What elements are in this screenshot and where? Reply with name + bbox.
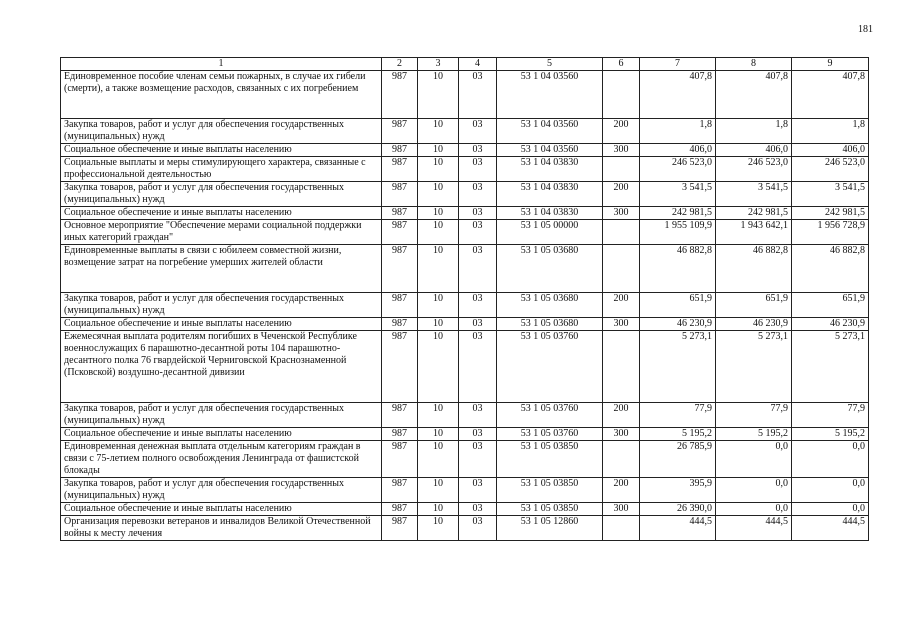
cell-amount: 0,0 bbox=[792, 478, 869, 503]
column-header: 3 bbox=[418, 58, 459, 71]
row-name: Закупка товаров, работ и услуг для обеспечения государственных (муниципальных) нужд bbox=[61, 478, 382, 503]
table-row bbox=[61, 441, 869, 478]
cell-section: 10 bbox=[418, 428, 459, 441]
table-row bbox=[61, 157, 869, 182]
table-row bbox=[61, 245, 869, 293]
cell-amount: 46 882,8 bbox=[792, 245, 869, 293]
cell-subsection: 03 bbox=[459, 516, 497, 541]
cell-target: 53 1 05 12860 bbox=[497, 516, 603, 541]
cell-subsection: 03 bbox=[459, 245, 497, 293]
cell-amount: 0,0 bbox=[716, 478, 792, 503]
cell-code: 987 bbox=[382, 245, 418, 293]
cell-code: 987 bbox=[382, 71, 418, 119]
cell-target: 53 1 04 03830 bbox=[497, 207, 603, 220]
row-name: Единовременная денежная выплата отдельным категориям граждан в связи с 75-летием полного освобождения Ленинграда от фашистской блокады bbox=[61, 441, 382, 478]
cell-amount: 1,8 bbox=[716, 119, 792, 144]
cell-subsection: 03 bbox=[459, 119, 497, 144]
cell-expense-type: 300 bbox=[603, 144, 640, 157]
cell-target: 53 1 04 03830 bbox=[497, 157, 603, 182]
cell-subsection: 03 bbox=[459, 441, 497, 478]
cell-subsection: 03 bbox=[459, 428, 497, 441]
column-header: 7 bbox=[640, 58, 716, 71]
cell-code: 987 bbox=[382, 503, 418, 516]
row-name: Единовременные выплаты в связи с юбилеем совместной жизни, возмещение затрат на погребение умерших жителей области bbox=[61, 245, 382, 293]
cell-target: 53 1 05 03680 bbox=[497, 293, 603, 318]
column-header: 4 bbox=[459, 58, 497, 71]
cell-amount: 1 955 109,9 bbox=[640, 220, 716, 245]
cell-target: 53 1 05 03850 bbox=[497, 503, 603, 516]
cell-subsection: 03 bbox=[459, 144, 497, 157]
cell-code: 987 bbox=[382, 318, 418, 331]
cell-amount: 3 541,5 bbox=[716, 182, 792, 207]
cell-amount: 407,8 bbox=[716, 71, 792, 119]
cell-section: 10 bbox=[418, 71, 459, 119]
cell-amount: 46 230,9 bbox=[792, 318, 869, 331]
cell-subsection: 03 bbox=[459, 71, 497, 119]
cell-amount: 3 541,5 bbox=[640, 182, 716, 207]
cell-expense-type: 200 bbox=[603, 293, 640, 318]
cell-section: 10 bbox=[418, 182, 459, 207]
row-name: Закупка товаров, работ и услуг для обеспечения государственных (муниципальных) нужд bbox=[61, 119, 382, 144]
cell-target: 53 1 04 03560 bbox=[497, 144, 603, 157]
cell-amount: 406,0 bbox=[640, 144, 716, 157]
row-name: Социальное обеспечение и иные выплаты населению bbox=[61, 144, 382, 157]
cell-expense-type bbox=[603, 157, 640, 182]
table-row bbox=[61, 144, 869, 157]
cell-target: 53 1 05 03850 bbox=[497, 478, 603, 503]
cell-code: 987 bbox=[382, 144, 418, 157]
cell-amount: 0,0 bbox=[792, 503, 869, 516]
cell-subsection: 03 bbox=[459, 157, 497, 182]
cell-amount: 444,5 bbox=[716, 516, 792, 541]
row-name: Социальное обеспечение и иные выплаты населению bbox=[61, 207, 382, 220]
column-header: 1 bbox=[61, 58, 382, 71]
cell-amount: 46 230,9 bbox=[716, 318, 792, 331]
cell-amount: 77,9 bbox=[792, 403, 869, 428]
row-name: Социальное обеспечение и иные выплаты населению bbox=[61, 503, 382, 516]
cell-target: 53 1 05 03680 bbox=[497, 245, 603, 293]
cell-target: 53 1 05 03760 bbox=[497, 403, 603, 428]
cell-amount: 26 785,9 bbox=[640, 441, 716, 478]
row-name: Ежемесячная выплата родителям погибших в Чеченской Республике военнослужащих 6 парашютно-десантной роты 104 парашютно-десантного полка 76 гвардейской Черниговской Краснознаменной (Псковской) воздушно-десантной дивизии bbox=[61, 331, 382, 403]
cell-section: 10 bbox=[418, 503, 459, 516]
table-row bbox=[61, 207, 869, 220]
cell-subsection: 03 bbox=[459, 207, 497, 220]
cell-section: 10 bbox=[418, 119, 459, 144]
cell-amount: 651,9 bbox=[640, 293, 716, 318]
table-row bbox=[61, 220, 869, 245]
cell-subsection: 03 bbox=[459, 318, 497, 331]
cell-target: 53 1 05 03760 bbox=[497, 331, 603, 403]
cell-section: 10 bbox=[418, 441, 459, 478]
table-row bbox=[61, 403, 869, 428]
cell-code: 987 bbox=[382, 220, 418, 245]
cell-amount: 1 943 642,1 bbox=[716, 220, 792, 245]
cell-expense-type: 200 bbox=[603, 182, 640, 207]
cell-amount: 407,8 bbox=[792, 71, 869, 119]
cell-expense-type: 200 bbox=[603, 119, 640, 144]
cell-target: 53 1 05 03680 bbox=[497, 318, 603, 331]
cell-amount: 5 273,1 bbox=[792, 331, 869, 403]
table-row bbox=[61, 318, 869, 331]
cell-subsection: 03 bbox=[459, 478, 497, 503]
row-name: Организация перевозки ветеранов и инвалидов Великой Отечественной войны к месту лечения bbox=[61, 516, 382, 541]
cell-target: 53 1 05 03850 bbox=[497, 441, 603, 478]
cell-expense-type bbox=[603, 441, 640, 478]
cell-amount: 0,0 bbox=[716, 441, 792, 478]
cell-expense-type: 300 bbox=[603, 207, 640, 220]
column-header: 5 bbox=[497, 58, 603, 71]
cell-expense-type bbox=[603, 220, 640, 245]
cell-code: 987 bbox=[382, 182, 418, 207]
row-name: Социальное обеспечение и иные выплаты населению bbox=[61, 318, 382, 331]
table-row bbox=[61, 331, 869, 403]
cell-code: 987 bbox=[382, 207, 418, 220]
cell-amount: 242 981,5 bbox=[792, 207, 869, 220]
column-header: 2 bbox=[382, 58, 418, 71]
page-number: 181 bbox=[858, 24, 873, 35]
cell-expense-type: 300 bbox=[603, 318, 640, 331]
cell-amount: 242 981,5 bbox=[640, 207, 716, 220]
cell-target: 53 1 04 03830 bbox=[497, 182, 603, 207]
cell-amount: 246 523,0 bbox=[640, 157, 716, 182]
table-row bbox=[61, 503, 869, 516]
cell-amount: 1 956 728,9 bbox=[792, 220, 869, 245]
row-name: Социальное обеспечение и иные выплаты населению bbox=[61, 428, 382, 441]
cell-section: 10 bbox=[418, 516, 459, 541]
cell-amount: 395,9 bbox=[640, 478, 716, 503]
cell-amount: 77,9 bbox=[640, 403, 716, 428]
column-header: 6 bbox=[603, 58, 640, 71]
cell-target: 53 1 05 00000 bbox=[497, 220, 603, 245]
cell-amount: 0,0 bbox=[716, 503, 792, 516]
table-row bbox=[61, 293, 869, 318]
cell-section: 10 bbox=[418, 403, 459, 428]
cell-section: 10 bbox=[418, 293, 459, 318]
cell-target: 53 1 05 03760 bbox=[497, 428, 603, 441]
cell-amount: 1,8 bbox=[640, 119, 716, 144]
cell-amount: 46 230,9 bbox=[640, 318, 716, 331]
cell-amount: 444,5 bbox=[640, 516, 716, 541]
table-row bbox=[61, 119, 869, 144]
cell-expense-type bbox=[603, 516, 640, 541]
row-name: Основное мероприятие "Обеспечение мерами социальной поддержки иных категорий граждан" bbox=[61, 220, 382, 245]
cell-expense-type: 300 bbox=[603, 428, 640, 441]
cell-subsection: 03 bbox=[459, 331, 497, 403]
cell-code: 987 bbox=[382, 516, 418, 541]
cell-subsection: 03 bbox=[459, 293, 497, 318]
cell-subsection: 03 bbox=[459, 220, 497, 245]
budget-table bbox=[60, 57, 869, 541]
row-name: Закупка товаров, работ и услуг для обеспечения государственных (муниципальных) нужд bbox=[61, 403, 382, 428]
cell-expense-type: 200 bbox=[603, 478, 640, 503]
cell-amount: 406,0 bbox=[716, 144, 792, 157]
cell-subsection: 03 bbox=[459, 403, 497, 428]
table-row bbox=[61, 71, 869, 119]
table-row bbox=[61, 478, 869, 503]
cell-amount: 5 273,1 bbox=[640, 331, 716, 403]
cell-section: 10 bbox=[418, 245, 459, 293]
cell-section: 10 bbox=[418, 331, 459, 403]
cell-amount: 5 195,2 bbox=[640, 428, 716, 441]
cell-amount: 1,8 bbox=[792, 119, 869, 144]
cell-code: 987 bbox=[382, 119, 418, 144]
cell-amount: 26 390,0 bbox=[640, 503, 716, 516]
cell-amount: 246 523,0 bbox=[792, 157, 869, 182]
row-name: Закупка товаров, работ и услуг для обеспечения государственных (муниципальных) нужд bbox=[61, 182, 382, 207]
cell-section: 10 bbox=[418, 157, 459, 182]
cell-target: 53 1 04 03560 bbox=[497, 119, 603, 144]
cell-code: 987 bbox=[382, 331, 418, 403]
cell-amount: 651,9 bbox=[716, 293, 792, 318]
cell-section: 10 bbox=[418, 318, 459, 331]
cell-expense-type bbox=[603, 245, 640, 293]
cell-section: 10 bbox=[418, 220, 459, 245]
column-header: 9 bbox=[792, 58, 869, 71]
cell-code: 987 bbox=[382, 441, 418, 478]
cell-target: 53 1 04 03560 bbox=[497, 71, 603, 119]
cell-expense-type: 300 bbox=[603, 503, 640, 516]
cell-amount: 77,9 bbox=[716, 403, 792, 428]
table-row bbox=[61, 182, 869, 207]
cell-expense-type: 200 bbox=[603, 403, 640, 428]
cell-amount: 444,5 bbox=[792, 516, 869, 541]
cell-amount: 406,0 bbox=[792, 144, 869, 157]
column-header: 8 bbox=[716, 58, 792, 71]
row-name: Социальные выплаты и меры стимулирующего характера, связанные с профессиональной деятельностью bbox=[61, 157, 382, 182]
cell-amount: 46 882,8 bbox=[716, 245, 792, 293]
cell-amount: 242 981,5 bbox=[716, 207, 792, 220]
cell-section: 10 bbox=[418, 478, 459, 503]
cell-code: 987 bbox=[382, 403, 418, 428]
cell-section: 10 bbox=[418, 144, 459, 157]
cell-amount: 5 195,2 bbox=[792, 428, 869, 441]
table-row bbox=[61, 428, 869, 441]
cell-amount: 5 273,1 bbox=[716, 331, 792, 403]
cell-code: 987 bbox=[382, 157, 418, 182]
cell-expense-type bbox=[603, 331, 640, 403]
cell-amount: 651,9 bbox=[792, 293, 869, 318]
column-number-row bbox=[61, 58, 869, 71]
cell-amount: 5 195,2 bbox=[716, 428, 792, 441]
cell-amount: 246 523,0 bbox=[716, 157, 792, 182]
cell-section: 10 bbox=[418, 207, 459, 220]
table-row bbox=[61, 516, 869, 541]
row-name: Единовременное пособие членам семьи пожарных, в случае их гибели (смерти), а также возмещение расходов, связанных с их погребением bbox=[61, 71, 382, 119]
cell-amount: 0,0 bbox=[792, 441, 869, 478]
cell-amount: 46 882,8 bbox=[640, 245, 716, 293]
cell-expense-type bbox=[603, 71, 640, 119]
cell-amount: 3 541,5 bbox=[792, 182, 869, 207]
cell-amount: 407,8 bbox=[640, 71, 716, 119]
cell-subsection: 03 bbox=[459, 503, 497, 516]
row-name: Закупка товаров, работ и услуг для обеспечения государственных (муниципальных) нужд bbox=[61, 293, 382, 318]
cell-code: 987 bbox=[382, 478, 418, 503]
cell-code: 987 bbox=[382, 428, 418, 441]
cell-code: 987 bbox=[382, 293, 418, 318]
cell-subsection: 03 bbox=[459, 182, 497, 207]
